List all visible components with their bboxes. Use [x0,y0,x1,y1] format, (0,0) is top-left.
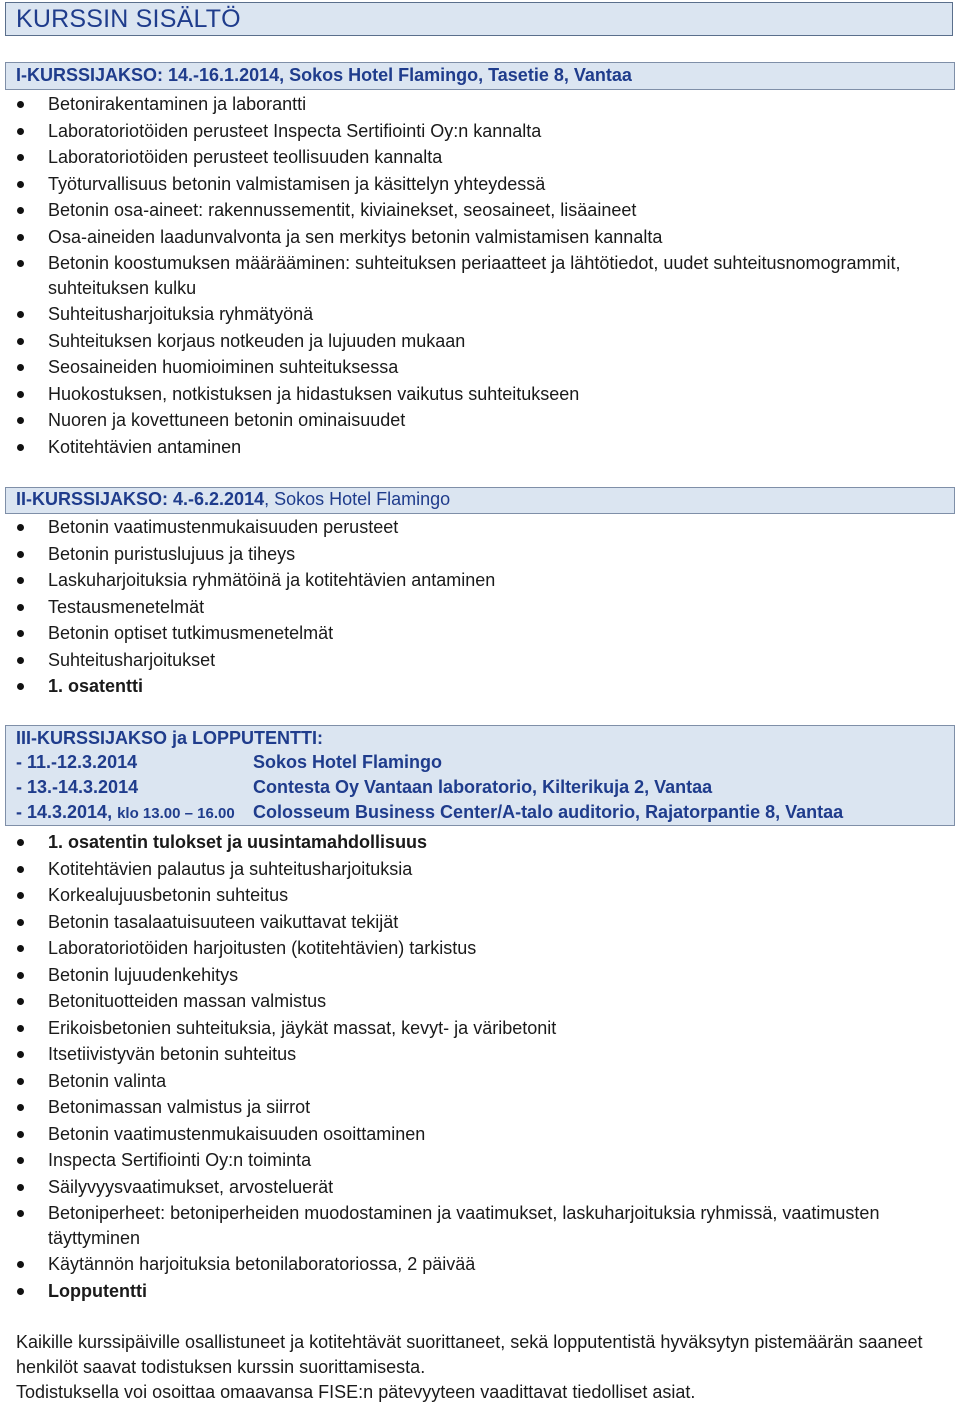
list-item: Betonin vaatimustenmukaisuuden perusteet [0,514,960,541]
list-item: Nuoren ja kovettuneen betonin ominaisuudet [0,407,960,434]
footer-paragraph: Todistuksella voi osoittaa omaavansa FISE:n pätevyyteen vaadittavat tiedolliset asiat. [16,1382,696,1402]
bullet-icon [17,630,24,637]
section1-heading: I-KURSSIJAKSO: 14.-16.1.2014, Sokos Hotel Flamingo, Tasetie 8, Vantaa [16,65,632,85]
bullet-icon [17,657,24,664]
bullet-icon [17,101,24,108]
bullet-icon [17,1288,24,1295]
list-item: Lopputentti [0,1278,960,1305]
bullet-icon [17,998,24,1005]
section2-heading: II-KURSSIJAKSO: 4.-6.2.2014, Sokos Hotel Flamingo [16,489,451,509]
bullet-icon [17,417,24,424]
bullet-icon [17,311,24,318]
list-item: Osa-aineiden laadunvalvonta ja sen merkitys betonin valmistamisen kannalta [0,224,960,251]
bullet-icon [17,364,24,371]
list-item: Betonin vaatimustenmukaisuuden osoittaminen [0,1121,960,1148]
bullet-icon [17,181,24,188]
list-item: Laboratoriotöiden harjoitusten (kotitehtävien) tarkistus [0,935,960,962]
date-row: - 13.-14.3.2014 Contesta Oy Vantaan laboratorio, Kilterikuja 2, Vantaa [16,777,713,797]
bullet-icon [17,444,24,451]
list-item: Betonin lujuudenkehitys [0,962,960,989]
list-item: Betonimassan valmistus ja siirrot [0,1094,960,1121]
list-item: Käytännön harjoituksia betonilaboratoriossa, 2 päivää [0,1251,960,1278]
list-item: Inspecta Sertifiointi Oy:n toiminta [0,1147,960,1174]
bullet-icon [17,577,24,584]
list-item: Betoniperheet: betoniperheiden muodostaminen ja vaatimukset, laskuharjoituksia ryhmissä, vaatimusten täyttyminen [0,1200,908,1251]
list-item: Betonin optiset tutkimusmenetelmät [0,620,960,647]
bullet-icon [17,154,24,161]
list-item: Suhteitusharjoitukset [0,647,960,674]
bullet-icon [17,1157,24,1164]
list-item: Kotitehtävien antaminen [0,434,960,461]
bullet-icon [17,919,24,926]
list-item: Laboratoriotöiden perusteet Inspecta Sertifiointi Oy:n kannalta [0,118,960,145]
bullet-icon [17,391,24,398]
list-item: Korkealujuusbetonin suhteitus [0,882,960,909]
bullet-icon [17,972,24,979]
bullet-icon [17,892,24,899]
footer-paragraph: Kaikille kurssipäiville osallistuneet ja kotitehtävät suorittaneet, sekä lopputentistä hyväksytyn pistemäärän saaneet henkilöt saavat todistuksen kurssin suorittamisesta. [16,1332,923,1377]
list-item: Betonin osa-aineet: rakennussementit, kiviainekset, seosaineet, lisäaineet [0,197,960,224]
list-item: Laboratoriotöiden perusteet teollisuuden kannalta [0,144,960,171]
bullet-icon [17,1210,24,1217]
section2-list [0,514,960,700]
section3-heading: III-KURSSIJAKSO ja LOPPUTENTTI: [16,728,324,748]
list-item: Erikoisbetonien suhteituksia, jäykät massat, kevyt- ja väribetonit [0,1015,960,1042]
bullet-icon [17,945,24,952]
list-item: 1. osatentti [0,673,960,700]
page-title: KURSSIN SISÄLTÖ [16,5,241,33]
bullet-icon [17,1104,24,1111]
bullet-icon [17,207,24,214]
list-item: Säilyvyysvaatimukset, arvosteluerät [0,1174,960,1201]
list-item: Betonin valinta [0,1068,960,1095]
bullet-icon [17,839,24,846]
bullet-icon [17,683,24,690]
title-banner [5,2,953,36]
list-item: Testausmenetelmät [0,594,960,621]
date-row: - 11.-12.3.2014 Sokos Hotel Flamingo [16,752,443,772]
list-item: Työturvallisuus betonin valmistamisen ja käsittelyn yhteydessä [0,171,960,198]
bullet-icon [17,866,24,873]
bullet-icon [17,260,24,267]
bullet-icon [17,1184,24,1191]
list-item: Betonituotteiden massan valmistus [0,988,960,1015]
bullet-icon [17,1131,24,1138]
bullet-icon [17,1051,24,1058]
section1-list [0,91,960,460]
list-item: Betonin puristuslujuus ja tiheys [0,541,960,568]
bullet-icon [17,551,24,558]
list-item: Suhteitusharjoituksia ryhmätyönä [0,301,960,328]
bullet-icon [17,604,24,611]
bullet-icon [17,234,24,241]
bullet-icon [17,128,24,135]
section3-dates [16,752,946,827]
date-row: - 14.3.2014, klo 13.00 – 16.00 Colosseum Business Center/A-talo auditorio, Rajatorpantie 8, Vantaa [16,802,844,822]
section3-list [0,829,960,1304]
list-item: Betonirakentaminen ja laborantti [0,91,960,118]
bullet-icon [17,1261,24,1268]
bullet-icon [17,338,24,345]
list-item: Kotitehtävien palautus ja suhteitusharjoituksia [0,856,960,883]
list-item: Seosaineiden huomioiminen suhteituksessa [0,354,960,381]
list-item: Suhteituksen korjaus notkeuden ja lujuuden mukaan [0,328,960,355]
list-item: Laskuharjoituksia ryhmätöinä ja kotitehtävien antaminen [0,567,960,594]
list-item: Betonin koostumuksen määrääminen: suhteituksen periaatteet ja lähtötiedot, uudet suhteitusnomogrammit, suhteituksen kulku [0,250,908,301]
footer-text [16,1330,946,1405]
list-item: Huokostuksen, notkistuksen ja hidastuksen vaikutus suhteitukseen [0,381,960,408]
bullet-icon [17,1078,24,1085]
bullet-icon [17,524,24,531]
list-item: Betonin tasalaatuisuuteen vaikuttavat tekijät [0,909,960,936]
list-item: Itsetiivistyvän betonin suhteitus [0,1041,960,1068]
bullet-icon [17,1025,24,1032]
list-item: 1. osatentin tulokset ja uusintamahdollisuus [0,829,960,856]
